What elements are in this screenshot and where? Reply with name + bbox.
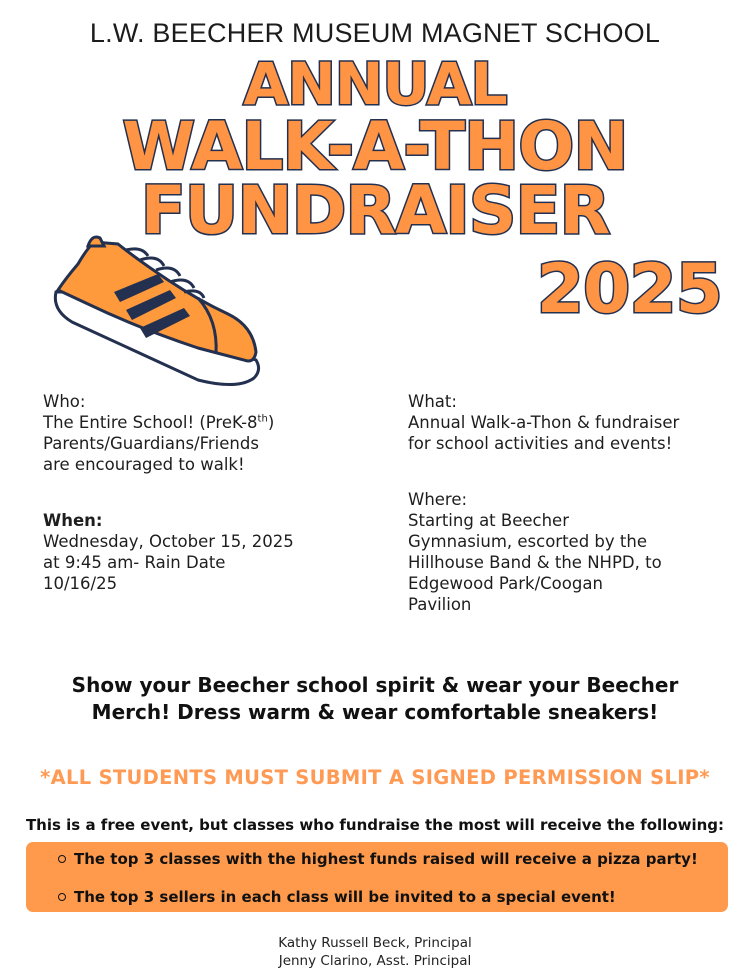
- where-line-4: Edgewood Park/Coogan: [408, 574, 603, 593]
- title-annual: ANNUAL: [243, 50, 507, 118]
- title-walk-a-thon: WALK-A-THON: [122, 108, 628, 185]
- where-line-5: Pavilion: [408, 595, 472, 614]
- where-line-2: Gymnasium, escorted by the: [408, 532, 647, 551]
- prize-item: The top 3 sellers in each class will be invited to a special event!: [74, 888, 616, 906]
- free-event-note: This is a free event, but classes who fundraise the most will receive the following:: [25, 816, 725, 834]
- when-label: When:: [43, 511, 103, 530]
- what-line-1: Annual Walk-a-Thon & fundraiser: [408, 413, 680, 432]
- where-line-1: Starting at Beecher: [408, 511, 569, 530]
- when-section: [43, 510, 363, 594]
- prize-item: The top 3 classes with the highest funds raised will receive a pizza party!: [74, 850, 698, 868]
- asst-principal-signature: Jenny Clarino, Asst. Principal: [278, 953, 472, 969]
- what-section: [408, 391, 728, 454]
- who-line-3: are encouraged to walk!: [43, 455, 245, 474]
- what-line-2: for school activities and events!: [408, 434, 673, 453]
- when-line-3: 10/16/25: [43, 574, 118, 593]
- where-label: Where:: [408, 490, 468, 509]
- school-spirit-message: [0, 672, 750, 726]
- who-section: [43, 391, 363, 475]
- who-label: Who:: [43, 392, 86, 411]
- where-section: [408, 489, 728, 615]
- signatures: [0, 934, 750, 970]
- school-name: L.W. BEECHER MUSEUM MAGNET SCHOOL: [89, 18, 661, 48]
- principal-signature: Kathy Russell Beck, Principal: [278, 935, 472, 951]
- who-line-1: The Entire School! (PreK-8th): [43, 413, 275, 432]
- spirit-line-2: Merch! Dress warm & wear comfortable sneakers!: [91, 700, 659, 724]
- when-line-1: Wednesday, October 15, 2025: [43, 532, 294, 551]
- title-fundraiser: FUNDRAISER: [140, 172, 610, 249]
- spirit-line-1: Show your Beecher school spirit & wear your Beecher: [71, 673, 679, 697]
- who-line-2: Parents/Guardians/Friends: [43, 434, 259, 453]
- event-year: 2025: [536, 250, 722, 329]
- sneaker-icon: [48, 230, 268, 390]
- what-label: What:: [408, 392, 457, 411]
- permission-slip-notice: *ALL STUDENTS MUST SUBMIT A SIGNED PERMISSION SLIP*: [40, 766, 710, 789]
- prizes-banner: [26, 842, 728, 912]
- where-line-3: Hillhouse Band & the NHPD, to: [408, 553, 662, 572]
- when-line-2: at 9:45 am- Rain Date: [43, 553, 226, 572]
